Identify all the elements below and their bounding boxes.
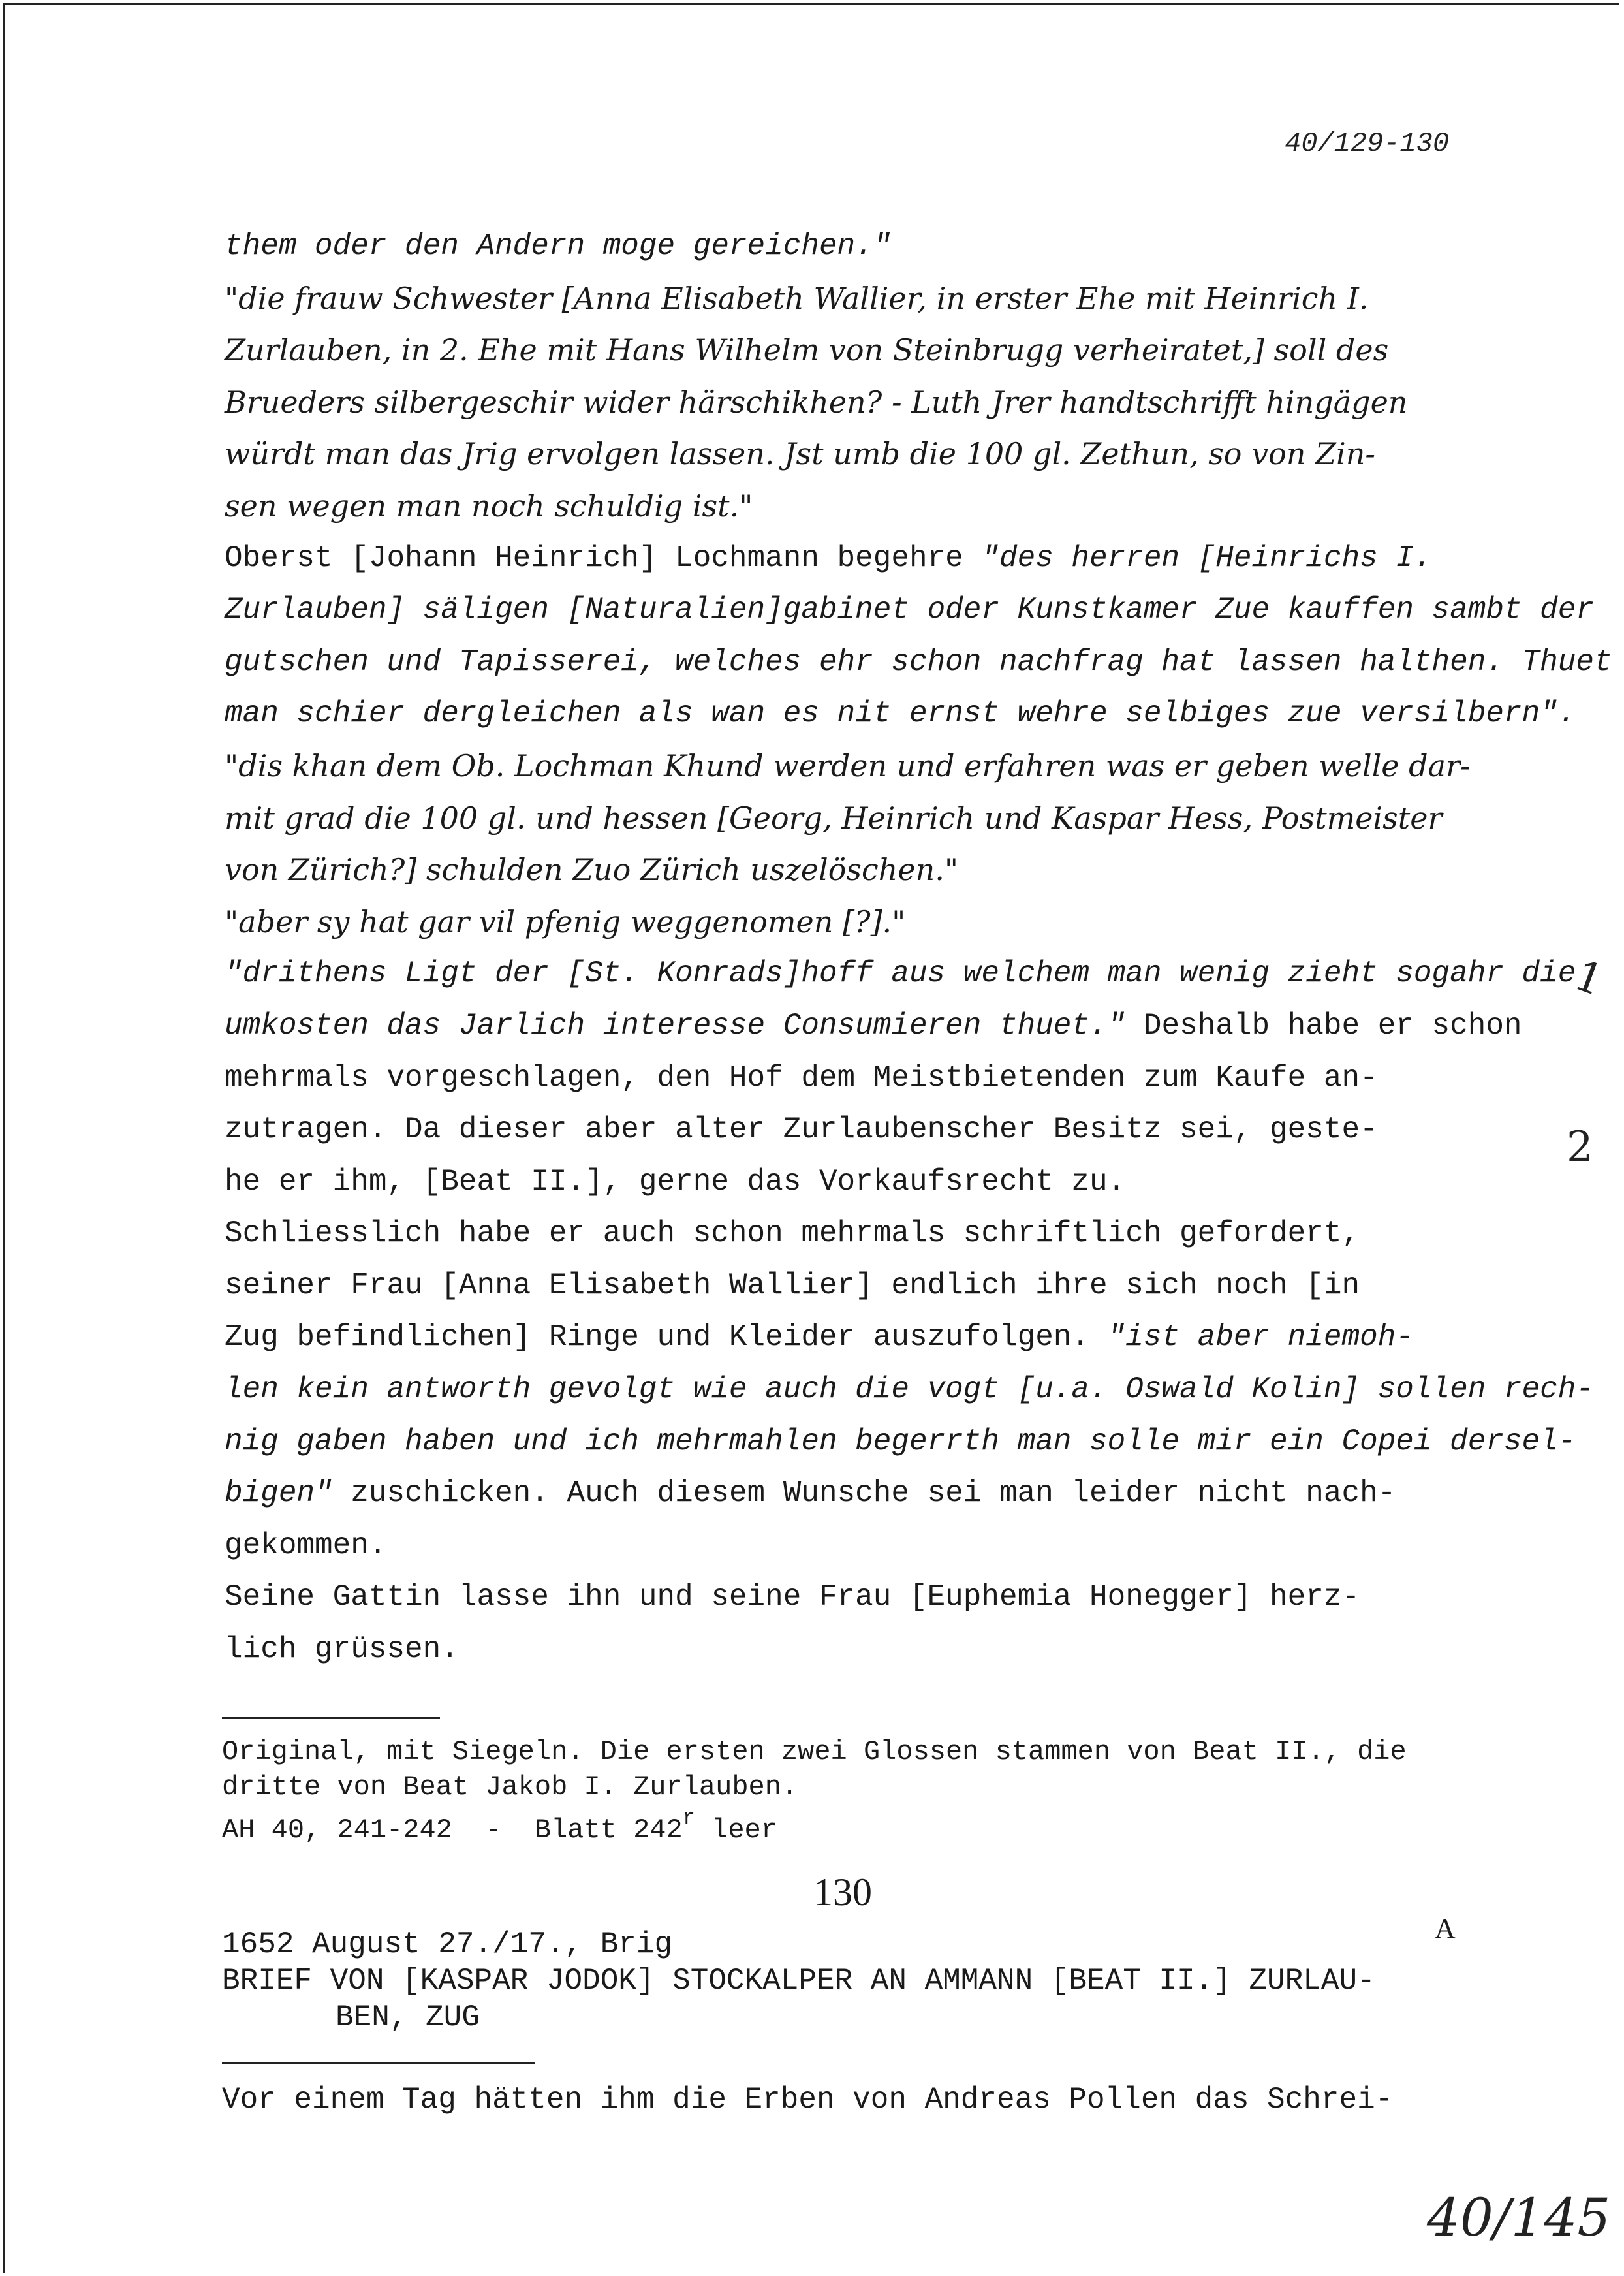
body-line xyxy=(225,1104,1499,1156)
body-line xyxy=(225,377,1499,429)
gloss-quote: mit grad die 100 gl. und hessen [Georg, Heinrich und Kaspar Hess, Postmeister xyxy=(225,800,1443,836)
body-line xyxy=(225,637,1612,689)
summary-text: Seine Gattin lasse ihn und seine Frau [Euphemia Honegger] herz- xyxy=(225,1580,1360,1615)
summary-text: Schliesslich habe er auch schon mehrmals schriftlich gefordert, xyxy=(225,1216,1360,1251)
footnote-line-3 xyxy=(222,1805,1527,1846)
body-line xyxy=(225,896,1499,949)
summary-text: Zug befindlichen] Ringe und Kleider auszufolgen. xyxy=(225,1320,1108,1355)
body-line xyxy=(225,1052,1499,1105)
summary-text: zutragen. Da dieser aber alter Zurlaubenscher Besitz sei, geste- xyxy=(225,1113,1378,1147)
document-marker: A xyxy=(1435,1912,1456,1944)
summary-text: Deshalb habe er schon xyxy=(1143,1008,1522,1043)
folio-superscript: r xyxy=(682,1806,695,1830)
archive-reference: 40/145 xyxy=(1427,2187,1611,2248)
quoted-text: "ist aber niemoh- xyxy=(1107,1320,1414,1355)
summary-text: zuschicken. Auch diesem Wunsche sei man leider nicht nach- xyxy=(332,1476,1396,1511)
summary-text: Oberst [Johann Heinrich] Lochmann begehre xyxy=(225,541,982,575)
summary-text: gekommen. xyxy=(225,1528,387,1562)
body-line xyxy=(225,1156,1499,1209)
footnote-divider xyxy=(222,1717,440,1719)
footnote-line-3-text: AH 40, 241-242 - Blatt 242 xyxy=(222,1814,683,1846)
document-header xyxy=(222,1926,1527,2036)
body-line xyxy=(225,1364,1594,1416)
quoted-text: them oder den Andern moge gereichen." xyxy=(225,229,892,263)
letter-summary-text xyxy=(225,221,1612,1676)
body-line xyxy=(225,1468,1499,1520)
body-line xyxy=(225,688,1576,740)
body-line xyxy=(225,740,1499,793)
gloss-quote: "aber sy hat gar vil pfenig weggenomen [?]." xyxy=(225,904,906,940)
body-line xyxy=(225,1520,1499,1572)
gloss-quote: würdt man das Jrig ervolgen lassen. Jst umb die 100 gl. Zethun, so von Zin- xyxy=(225,436,1375,472)
quoted-text: Zurlauben] säligen [Naturalien]gabinet oder Kunstkamer Zue kauffen sambt der xyxy=(225,593,1594,627)
body-line xyxy=(225,1572,1499,1624)
footnote-line-1: Original, mit Siegeln. Die ersten zwei Glossen stammen von Beat II., die xyxy=(222,1736,1407,1767)
body-line xyxy=(225,221,1499,273)
quoted-text: bigen" xyxy=(225,1476,333,1511)
summary-text: mehrmals vorgeschlagen, den Hof dem Meistbietenden zum Kaufe an- xyxy=(225,1060,1378,1095)
closing-line: Vor einem Tag hätten ihm die Erben von Andreas Pollen das Schrei- xyxy=(222,2083,1394,2117)
quoted-text: nig gaben haben und ich mehrmahlen begerrth man solle mir ein Copei dersel- xyxy=(225,1424,1576,1459)
header-divider xyxy=(222,2062,535,2064)
quoted-text: "drithens Ligt der [St. Konrads]hoff aus welchem man wenig zieht sogahr die xyxy=(225,956,1576,991)
body-line xyxy=(225,793,1499,845)
body-line xyxy=(225,584,1594,637)
body-line xyxy=(225,324,1499,377)
summary-text: seiner Frau [Anna Elisabeth Wallier] endlich ihre sich noch [in xyxy=(225,1268,1360,1303)
gloss-quote: "dis khan dem Ob. Lochman Khund werden und erfahren was er geben welle dar- xyxy=(225,748,1471,783)
quoted-text: "des herren [Heinrichs I. xyxy=(981,541,1432,575)
gloss-quote: Zurlauben, in 2. Ehe mit Hans Wilhelm von Steinbrugg verheiratet,] soll des xyxy=(225,332,1389,368)
gloss-quote: Brueders silbergeschir wider härschikhen? - Luth Jrer handtschrifft hingägen xyxy=(225,384,1408,420)
body-line xyxy=(225,1208,1499,1260)
summary-text: he er ihm, [Beat II.], gerne das Vorkaufsrecht zu. xyxy=(225,1164,1126,1199)
gloss-quote: von Zürich?] schulden Zuo Zürich uszelöschen." xyxy=(225,852,959,888)
margin-mark-2: 2 xyxy=(1567,1123,1593,1171)
margin-mark-1: 1 xyxy=(1568,951,1610,1006)
body-line xyxy=(225,428,1499,481)
body-line xyxy=(225,533,1499,585)
body-line xyxy=(225,1000,1522,1052)
quoted-text: gutschen und Tapisserei, welches ehr schon nachfrag hat lassen halthen. Thuet xyxy=(225,644,1612,679)
footnote-line-3-end: leer xyxy=(695,1814,777,1846)
document-title-line-2: BEN, ZUG xyxy=(336,2000,480,2034)
body-line xyxy=(225,481,1499,533)
gloss-quote: "die frauw Schwester [Anna Elisabeth Wallier, in erster Ehe mit Heinrich I. xyxy=(225,280,1369,316)
document-title-line-1: BRIEF VON [KASPAR JODOK] STOCKALPER AN AMMANN [BEAT II.] ZURLAU- xyxy=(222,1964,1375,1998)
body-line xyxy=(225,273,1499,325)
footnote-line-2: dritte von Beat Jakob I. Zurlauben. xyxy=(222,1771,798,1803)
body-line xyxy=(225,1260,1499,1312)
quoted-text: len kein antworth gevolgt wie auch die vogt [u.a. Oswald Kolin] sollen rech- xyxy=(225,1372,1594,1407)
quoted-text: man schier dergleichen als wan es nit ernst wehre selbiges zue versilbern". xyxy=(225,697,1576,731)
document-date-place: 1652 August 27./17., Brig xyxy=(222,1927,673,1961)
gloss-quote: sen wegen man noch schuldig ist." xyxy=(225,488,753,524)
summary-text: lich grüssen. xyxy=(225,1632,459,1667)
footnote xyxy=(222,1734,1527,1846)
body-line xyxy=(225,1312,1499,1364)
document-number: 130 xyxy=(813,1871,872,1914)
body-line xyxy=(225,1416,1576,1468)
quoted-text: umkosten das Jarlich interesse Consumieren thuet." xyxy=(225,1008,1144,1043)
body-line xyxy=(225,844,1499,896)
body-line xyxy=(225,1624,1499,1676)
page-reference: 40/129-130 xyxy=(1285,128,1450,159)
body-line xyxy=(225,948,1576,1000)
